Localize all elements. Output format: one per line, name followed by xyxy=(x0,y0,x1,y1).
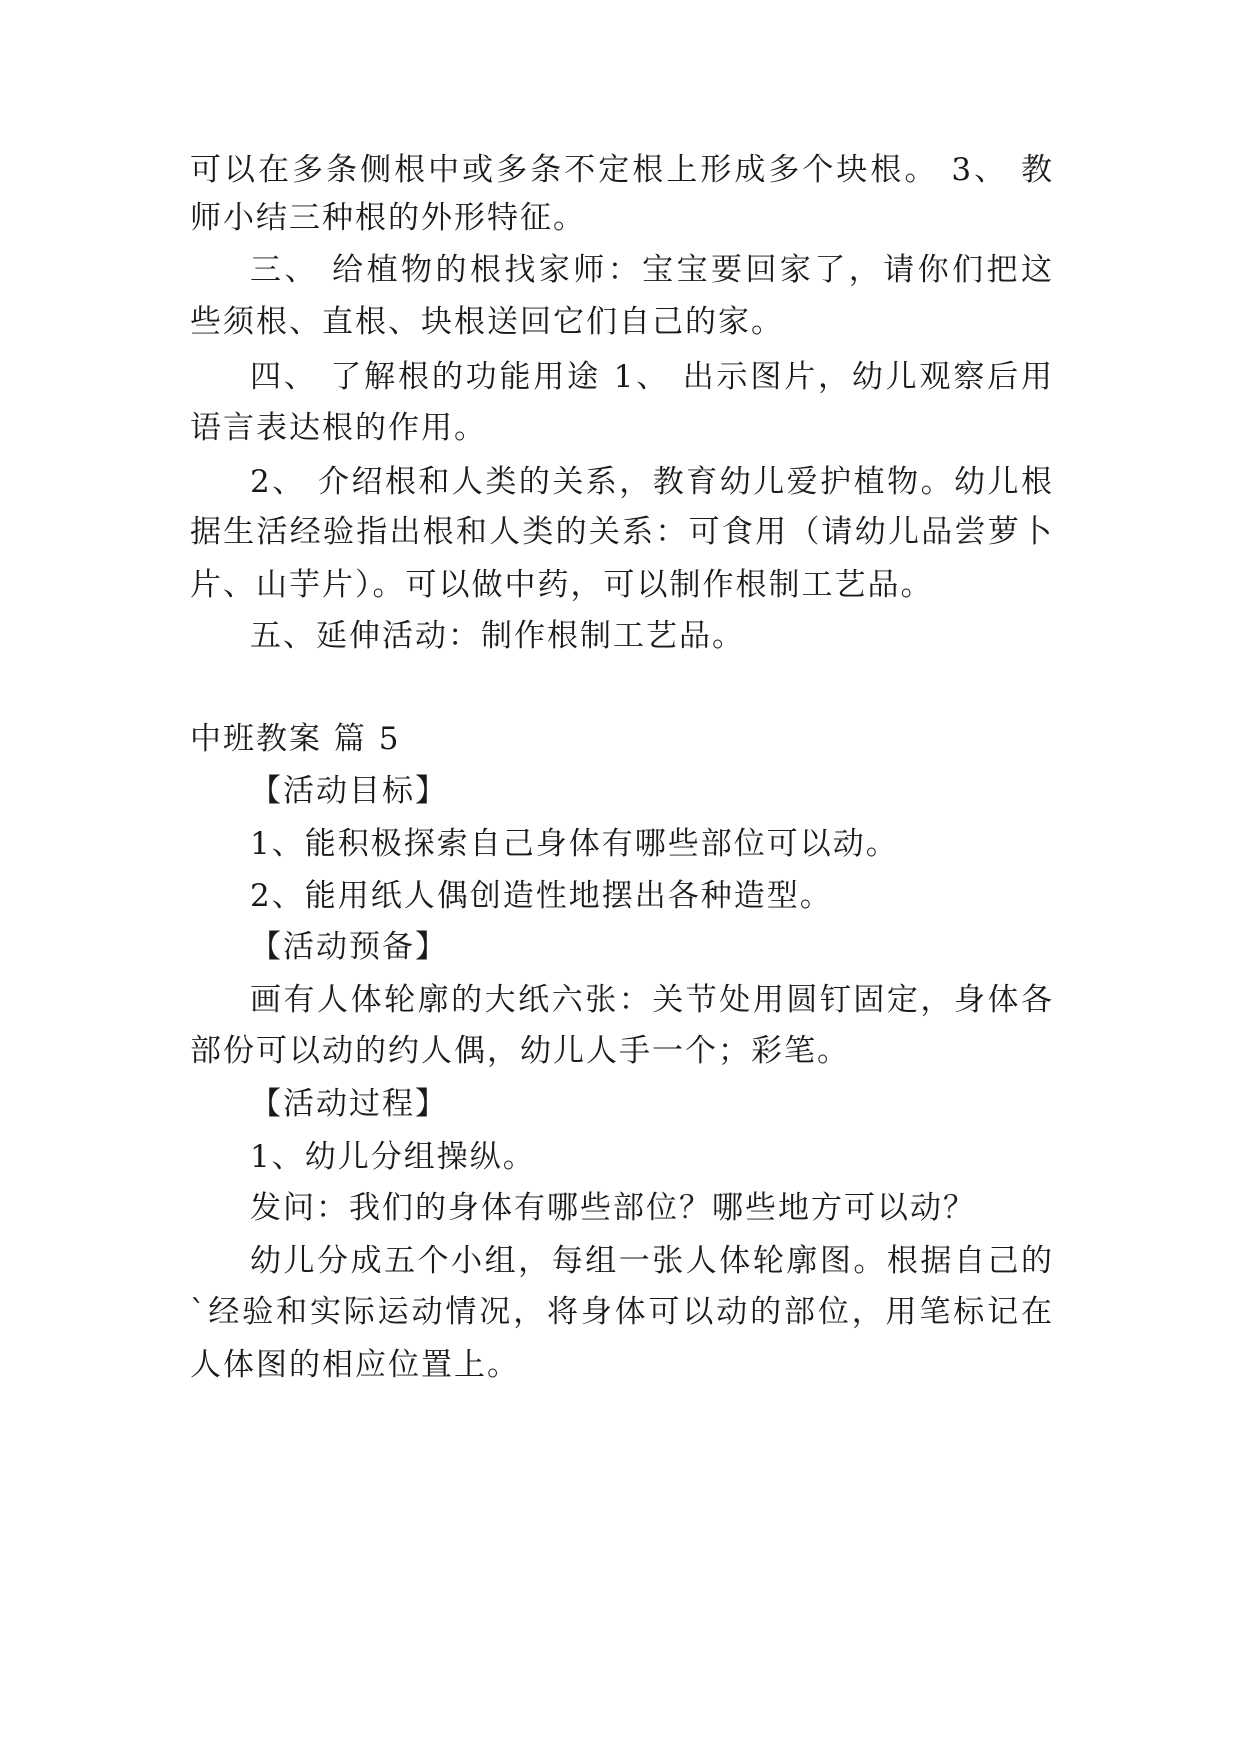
body-text-line: 2、能用纸人偶创造性地摆出各种造型。 xyxy=(250,878,833,914)
subheading: 【活动过程】 xyxy=(250,1086,448,1122)
subheading: 【活动目标】 xyxy=(250,773,448,809)
body-text-line: 些须根、直根、块根送回它们自己的家。 xyxy=(190,304,784,340)
body-text-line: 2、 介绍根和人类的关系，教育幼儿爱护植物。幼儿根 xyxy=(250,464,1052,500)
body-text-line: 1、幼儿分组操纵。 xyxy=(250,1139,536,1175)
body-text-line: `经验和实际运动情况，将身体可以动的部位，用笔标记在 xyxy=(190,1294,1052,1330)
body-text-line: 部份可以动的约人偶，幼儿人手一个；彩笔。 xyxy=(190,1033,850,1069)
body-text-line: 五、延伸活动：制作根制工艺品。 xyxy=(250,618,745,654)
body-text-line: 四、 了解根的功能用途 1、 出示图片，幼儿观察后用 xyxy=(250,359,1052,395)
body-text-line: 人体图的相应位置上。 xyxy=(190,1347,520,1383)
body-text-line: 据生活经验指出根和人类的关系：可食用（请幼儿品尝萝卜 xyxy=(190,514,1052,550)
body-text-line: 发问：我们的身体有哪些部位？哪些地方可以动？ xyxy=(250,1190,976,1226)
body-text-line: 1、能积极探索自己身体有哪些部位可以动。 xyxy=(250,826,899,862)
subheading: 【活动预备】 xyxy=(250,929,448,965)
body-text-line: 师小结三种根的外形特征。 xyxy=(190,200,586,236)
body-text-line: 语言表达根的作用。 xyxy=(190,410,487,446)
body-text-line: 片、山芋片）。可以做中药，可以制作根制工艺品。 xyxy=(190,567,934,603)
body-text-line: 三、 给植物的根找家师：宝宝要回家了，请你们把这 xyxy=(250,252,1052,288)
body-text-line: 画有人体轮廓的大纸六张：关节处用圆钉固定，身体各 xyxy=(250,982,1052,1018)
body-text-line: 可以在多条侧根中或多条不定根上形成多个块根。 3、 教 xyxy=(190,152,1052,188)
body-text-line: 幼儿分成五个小组，每组一张人体轮廓图。根据自己的 xyxy=(250,1243,1052,1279)
section-heading: 中班教案 篇 5 xyxy=(190,721,401,757)
